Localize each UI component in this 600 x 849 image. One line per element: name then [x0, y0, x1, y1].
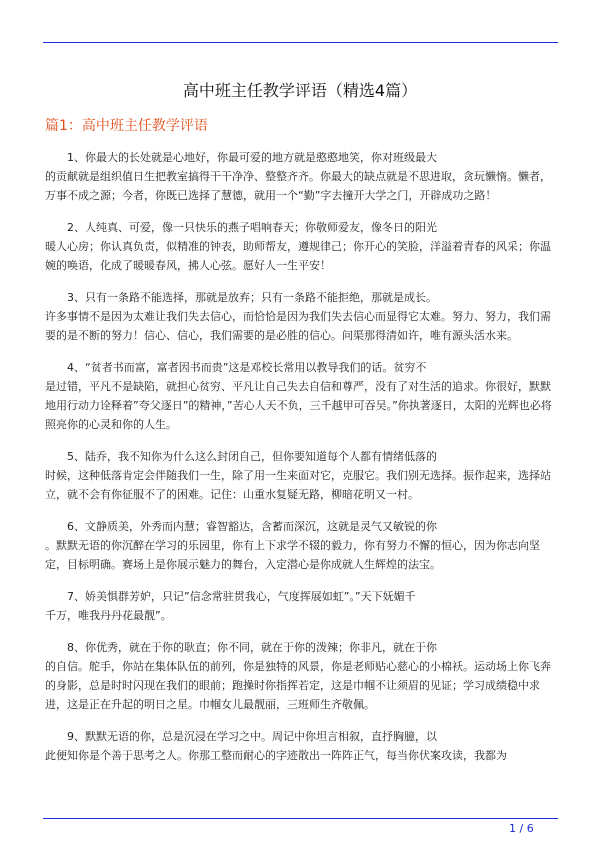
paragraph — [45, 358, 557, 434]
paragraph-first-line: 2、人纯真、可爱，像一只快乐的燕子唱响春天；你敬师爱友，像冬日的阳光 — [67, 221, 437, 234]
paragraph-text: 是过错，平凡不是缺陷，就担心贫穷、平凡让自己失去自信和尊严，没有了对生活的追求。你很好，默默地用行动力诠释着”夸父逐日”的精神，”苦心人天不负，三千越甲可吞吴。”你执著逐日，太阳的光辉也必将照亮你的心灵和你的人生。 — [45, 380, 552, 431]
paragraph-text: 的自信。舵手，你站在集体队伍的前列，你是独特的风景，你是老师贴心慈心的小棉袄。运动场上你飞奔的身影，总是时时闪现在我们的眼前；跑操时你指挥若定，这是巾帼不让须眉的见证；学习成绩稳中求进，这是正在升起的明日之星。巾帼女儿最靓丽，三班师生齐敬佩。 — [45, 660, 551, 711]
paragraph — [45, 638, 557, 714]
paragraph — [45, 218, 557, 275]
paragraph — [45, 447, 557, 504]
paragraph-first-line: 8、你优秀，就在于你的耿直；你不同，就在于你的泼辣；你非凡，就在于你 — [67, 641, 437, 654]
paragraph-text: 暖人心房；你认真负责，似精准的钟表，助师帮友，遵规律己；你开心的笑脸，洋溢着青春的风采；你温婉的唤语，化成了暖暖春风，拂人心弦。愿好人一生平安！ — [45, 240, 551, 272]
paragraph-first-line: 5、陆乔，我不知你为什么这么封闭自己，但你要知道每个人都有情绪低落的 — [67, 450, 437, 463]
paragraph-first-line: 6、文静质美，外秀而内慧；睿智豁达，含蓄而深沉，这就是灵气又敏锐的你 — [67, 520, 437, 533]
document-title: 高中班主任教学评语（精选4篇） — [182, 81, 418, 100]
paragraph — [45, 587, 557, 625]
paragraph-first-line: 1、你最大的长处就是心地好，你最可爱的地方就是憨憨地笑，你对班级最大 — [67, 151, 437, 164]
paragraph-first-line: 7、娇美惧群芳妒，只记”信念常驻贯我心，气度挥展如虹”。”天下妩媚千 — [67, 590, 416, 603]
paragraph-text: 的贡献就是组织值日生把教室搞得干干净净、整整齐齐。你最大的缺点就是不思进取，贪玩懒惰。懒者，万事不成之源；今者，你既已选择了慧德，就用一个“勤”字去撞开大学之门，开辟成功之路！ — [45, 170, 551, 202]
paragraph — [45, 517, 557, 574]
paragraph — [45, 148, 557, 205]
paragraph-first-line: 9、默默无语的你，总是沉浸在学习之中。周记中你坦言相叙，直抒胸臆，以 — [67, 730, 437, 743]
paragraph-first-line: 4、“贫者书而富，富者因书而贵”这是邓校长常用以教导我们的话。贫穷不 — [67, 361, 427, 374]
paragraph-text: 。默默无语的你沉醉在学习的乐园里，你有上下求学不辍的毅力，你有努力不懈的恒心，因为你志向坚定，目标明确。赛场上是你展示魅力的舞台，入定潜心是你成就人生辉煌的法宝。 — [45, 539, 540, 571]
paragraph — [45, 288, 557, 345]
paragraph-text: 此便知你是个善于思考之人。你那工整而耐心的字迹散出一阵阵正气，每当你伏案攻读，我都为 — [45, 749, 507, 762]
footer-rule — [43, 818, 558, 819]
paragraph-text: 许多事情不是因为太难让我们失去信心，而恰恰是因为我们失去信心而显得它太难。努力、努力，我们需要的是不断的努力！信心、信心，我们需要的是必胜的信心。问渠那得清如许，唯有源头活水来。 — [45, 310, 551, 342]
document-body — [45, 148, 557, 778]
paragraph-first-line: 3、只有一条路不能选择，那就是放弃；只有一条路不能拒绝，那就是成长。 — [67, 291, 437, 304]
paragraph — [45, 727, 557, 765]
paragraph-text: 千万，唯我丹丹花最靓”。 — [45, 609, 172, 622]
page-number: 1 / 6 — [509, 822, 534, 835]
section-title: 篇1：高中班主任教学评语 — [45, 118, 208, 134]
paragraph-text: 时候，这种低落肯定会伴随我们一生，除了用一生来面对它，克服它。我们别无选择。振作起来，选择站立，就不会有你征服不了的困难。记住：山重水复疑无路，柳暗花明又一村。 — [45, 469, 551, 501]
header-rule — [43, 42, 558, 43]
